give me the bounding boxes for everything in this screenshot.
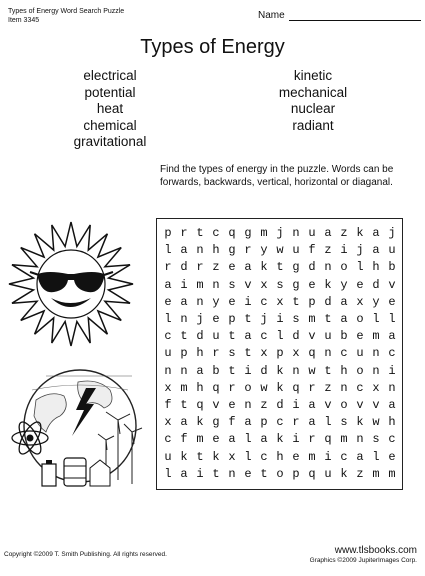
puzzle-row bbox=[157, 328, 402, 345]
puzzle-letter[interactable]: o bbox=[340, 398, 348, 412]
puzzle-letter[interactable]: k bbox=[212, 449, 220, 464]
puzzle-letter[interactable]: o bbox=[356, 363, 364, 378]
puzzle-letter[interactable]: x bbox=[356, 294, 364, 309]
puzzle-letter[interactable]: e bbox=[244, 466, 252, 481]
puzzle-letter[interactable]: t bbox=[276, 260, 284, 275]
puzzle-letter[interactable]: i bbox=[292, 398, 300, 412]
puzzle-row bbox=[157, 311, 402, 328]
puzzle-letter[interactable]: y bbox=[260, 243, 268, 258]
puzzle-letter[interactable]: a bbox=[180, 294, 188, 309]
puzzle-letter[interactable]: d bbox=[196, 329, 204, 344]
puzzle-row bbox=[157, 277, 402, 294]
instructions: Find the types of energy in the puzzle. Words can be forwards, backwards, vertical, horizontal or diaganal. bbox=[160, 164, 394, 188]
puzzle-letter[interactable]: a bbox=[372, 226, 380, 240]
puzzle-letter[interactable]: u bbox=[164, 346, 172, 361]
puzzle-letter[interactable]: s bbox=[372, 432, 380, 447]
puzzle-letter[interactable]: w bbox=[260, 380, 268, 395]
puzzle-letter[interactable]: n bbox=[244, 398, 252, 412]
puzzle-letter[interactable]: c bbox=[260, 329, 268, 344]
puzzle-letter[interactable]: o bbox=[356, 312, 364, 326]
puzzle-letter[interactable]: u bbox=[292, 243, 300, 258]
puzzle-letter[interactable]: g bbox=[212, 415, 220, 430]
puzzle-letter[interactable]: p bbox=[308, 294, 316, 309]
puzzle-letter[interactable]: c bbox=[388, 432, 396, 447]
puzzle-letter[interactable]: t bbox=[228, 363, 236, 378]
name-field[interactable] bbox=[258, 10, 421, 21]
puzzle-letter[interactable]: i bbox=[340, 243, 348, 258]
puzzle-letter[interactable]: m bbox=[308, 449, 316, 464]
puzzle-letter[interactable]: w bbox=[276, 243, 284, 258]
puzzle-letter[interactable]: e bbox=[356, 277, 364, 292]
puzzle-letter[interactable]: q bbox=[196, 398, 204, 412]
puzzle-letter[interactable]: t bbox=[244, 312, 252, 326]
puzzle-letter[interactable]: c bbox=[164, 432, 172, 447]
word-item: heat bbox=[96, 101, 124, 116]
puzzle-letter[interactable]: c bbox=[260, 449, 268, 464]
puzzle-letter[interactable]: a bbox=[388, 398, 396, 412]
puzzle-letter[interactable]: d bbox=[180, 260, 188, 275]
puzzle-letter[interactable]: a bbox=[180, 243, 188, 258]
puzzle-letter[interactable]: k bbox=[180, 449, 188, 464]
word-list-right bbox=[258, 68, 368, 134]
puzzle-letter[interactable]: h bbox=[372, 260, 380, 275]
puzzle-letter[interactable]: k bbox=[276, 380, 284, 395]
puzzle-letter[interactable]: e bbox=[228, 294, 236, 309]
puzzle-letter[interactable]: d bbox=[372, 277, 380, 292]
graphics-credit: Graphics ©2009 JupiterImages Corp. bbox=[309, 557, 417, 564]
puzzle-letter[interactable]: c bbox=[260, 294, 268, 309]
puzzle-letter[interactable]: l bbox=[164, 312, 172, 326]
puzzle-letter[interactable]: x bbox=[228, 449, 236, 464]
word-item: chemical bbox=[83, 117, 137, 133]
puzzle-letter[interactable]: a bbox=[244, 415, 252, 430]
puzzle-letter[interactable]: q bbox=[292, 380, 300, 395]
puzzle-letter[interactable]: r bbox=[212, 346, 220, 361]
puzzle-letter[interactable]: u bbox=[388, 243, 396, 258]
word-list-left bbox=[50, 68, 170, 151]
word-item: nuclear bbox=[290, 101, 336, 116]
puzzle-letter[interactable]: c bbox=[276, 415, 284, 430]
puzzle-letter[interactable]: x bbox=[276, 294, 284, 309]
puzzle-letter[interactable]: k bbox=[324, 277, 332, 292]
puzzle-letter[interactable]: z bbox=[212, 260, 220, 275]
puzzle-letter[interactable]: t bbox=[324, 363, 332, 378]
puzzle-letter[interactable]: r bbox=[196, 260, 204, 275]
puzzle-letter[interactable]: f bbox=[180, 432, 188, 447]
puzzle-letter[interactable]: c bbox=[164, 329, 172, 344]
word-item: radiant bbox=[292, 117, 334, 133]
puzzle-letter[interactable]: e bbox=[228, 260, 236, 275]
puzzle-letter[interactable]: m bbox=[180, 380, 188, 395]
puzzle-letter[interactable]: k bbox=[276, 432, 284, 447]
puzzle-letter[interactable]: k bbox=[260, 260, 268, 275]
puzzle-letter[interactable]: d bbox=[260, 363, 268, 378]
puzzle-letter[interactable]: m bbox=[388, 466, 396, 481]
puzzle-letter[interactable]: s bbox=[276, 277, 284, 292]
puzzle-letter[interactable]: m bbox=[196, 277, 204, 292]
puzzle-letter[interactable]: m bbox=[340, 432, 348, 447]
puzzle-letter[interactable]: o bbox=[276, 466, 284, 481]
puzzle-letter[interactable]: g bbox=[228, 243, 236, 258]
puzzle-letter[interactable]: e bbox=[308, 277, 316, 292]
puzzle-letter[interactable]: l bbox=[164, 243, 172, 258]
puzzle-letter[interactable]: e bbox=[212, 312, 220, 326]
puzzle-letter[interactable]: u bbox=[324, 329, 332, 344]
puzzle-letter[interactable]: n bbox=[340, 380, 348, 395]
puzzle-letter[interactable]: t bbox=[212, 466, 220, 481]
puzzle-letter[interactable]: v bbox=[308, 329, 316, 344]
puzzle-letter[interactable]: s bbox=[340, 415, 348, 430]
puzzle-letter[interactable]: p bbox=[260, 415, 268, 430]
puzzle-letter[interactable]: l bbox=[372, 449, 380, 464]
puzzle-letter[interactable]: x bbox=[372, 380, 380, 395]
puzzle-letter[interactable]: m bbox=[308, 312, 316, 326]
puzzle-letter[interactable]: c bbox=[212, 226, 220, 240]
puzzle-letter[interactable]: n bbox=[228, 466, 236, 481]
puzzle-letter[interactable]: m bbox=[372, 329, 380, 344]
puzzle-letter[interactable]: t bbox=[244, 346, 252, 361]
puzzle-letter[interactable]: h bbox=[196, 380, 204, 395]
puzzle-letter[interactable]: i bbox=[180, 277, 188, 292]
puzzle-letter[interactable]: h bbox=[276, 449, 284, 464]
puzzle-letter[interactable]: t bbox=[196, 449, 204, 464]
sun-with-sunglasses-icon bbox=[8, 212, 138, 352]
puzzle-letter[interactable]: o bbox=[244, 380, 252, 395]
puzzle-letter[interactable]: r bbox=[244, 243, 252, 258]
puzzle-letter[interactable]: c bbox=[340, 449, 348, 464]
puzzle-letter[interactable]: q bbox=[324, 432, 332, 447]
puzzle-letter[interactable]: i bbox=[324, 449, 332, 464]
puzzle-letter[interactable]: x bbox=[164, 380, 172, 395]
puzzle-letter[interactable]: a bbox=[180, 466, 188, 481]
puzzle-letter[interactable]: e bbox=[164, 294, 172, 309]
puzzle-letter[interactable]: d bbox=[324, 294, 332, 309]
puzzle-letter[interactable]: a bbox=[228, 432, 236, 447]
puzzle-letter[interactable]: q bbox=[228, 226, 236, 240]
puzzle-letter[interactable]: j bbox=[356, 243, 364, 258]
puzzle-row bbox=[157, 225, 402, 242]
puzzle-letter[interactable]: r bbox=[308, 380, 316, 395]
puzzle-letter[interactable]: i bbox=[276, 312, 284, 326]
puzzle-letter[interactable]: t bbox=[292, 294, 300, 309]
puzzle-letter[interactable]: g bbox=[244, 226, 252, 240]
puzzle-letter[interactable]: v bbox=[324, 398, 332, 412]
puzzle-letter[interactable]: r bbox=[292, 415, 300, 430]
puzzle-letter[interactable]: u bbox=[212, 329, 220, 344]
puzzle-letter[interactable]: a bbox=[196, 363, 204, 378]
puzzle-row bbox=[157, 466, 402, 483]
puzzle-letter[interactable]: c bbox=[340, 346, 348, 361]
puzzle-letter[interactable]: l bbox=[244, 449, 252, 464]
puzzle-letter[interactable]: i bbox=[292, 432, 300, 447]
puzzle-letter[interactable]: n bbox=[324, 260, 332, 275]
puzzle-letter[interactable]: n bbox=[388, 380, 396, 395]
puzzle-letter[interactable]: n bbox=[196, 294, 204, 309]
puzzle-row bbox=[157, 363, 402, 380]
puzzle-letter[interactable]: s bbox=[228, 277, 236, 292]
name-line[interactable] bbox=[289, 10, 421, 21]
puzzle-letter[interactable]: a bbox=[244, 260, 252, 275]
puzzle-letter[interactable]: v bbox=[388, 277, 396, 292]
puzzle-letter[interactable]: x bbox=[260, 277, 268, 292]
puzzle-letter[interactable]: k bbox=[340, 466, 348, 481]
puzzle-letter[interactable]: c bbox=[356, 380, 364, 395]
puzzle-letter[interactable]: v bbox=[244, 277, 252, 292]
header-left bbox=[8, 7, 124, 25]
puzzle-letter[interactable]: e bbox=[388, 294, 396, 309]
puzzle-letter[interactable]: d bbox=[308, 260, 316, 275]
puzzle-letter[interactable]: s bbox=[228, 346, 236, 361]
puzzle-letter[interactable]: k bbox=[276, 363, 284, 378]
puzzle-letter[interactable]: x bbox=[164, 415, 172, 430]
puzzle-row bbox=[157, 242, 402, 259]
puzzle-letter[interactable]: b bbox=[340, 329, 348, 344]
puzzle-letter[interactable]: m bbox=[372, 466, 380, 481]
puzzle-letter[interactable]: z bbox=[260, 398, 268, 412]
puzzle-letter[interactable]: p bbox=[276, 346, 284, 361]
puzzle-letter[interactable]: c bbox=[388, 346, 396, 361]
puzzle-letter[interactable]: t bbox=[180, 398, 188, 412]
puzzle-letter[interactable]: w bbox=[308, 363, 316, 378]
puzzle-letter[interactable]: h bbox=[388, 415, 396, 430]
puzzle-title-small: Types of Energy Word Search Puzzle bbox=[8, 8, 125, 15]
puzzle-letter[interactable]: e bbox=[356, 329, 364, 344]
puzzle-letter[interactable]: t bbox=[260, 466, 268, 481]
puzzle-letter[interactable]: a bbox=[260, 432, 268, 447]
puzzle-letter[interactable]: n bbox=[180, 363, 188, 378]
puzzle-letter[interactable]: r bbox=[180, 226, 188, 240]
puzzle-letter[interactable]: s bbox=[292, 312, 300, 326]
puzzle-letter[interactable]: r bbox=[308, 432, 316, 447]
puzzle-letter[interactable]: v bbox=[372, 398, 380, 412]
puzzle-row bbox=[157, 345, 402, 362]
puzzle-letter[interactable]: a bbox=[324, 226, 332, 240]
puzzle-letter[interactable]: a bbox=[164, 277, 172, 292]
puzzle-row bbox=[157, 449, 402, 466]
puzzle-letter[interactable]: p bbox=[228, 312, 236, 326]
puzzle-letter[interactable]: l bbox=[324, 415, 332, 430]
puzzle-letter[interactable]: l bbox=[388, 312, 396, 326]
puzzle-letter[interactable]: w bbox=[372, 415, 380, 430]
puzzle-row bbox=[157, 259, 402, 276]
puzzle-letter[interactable]: p bbox=[164, 226, 172, 240]
puzzle-letter[interactable]: h bbox=[212, 243, 220, 258]
puzzle-letter[interactable]: n bbox=[372, 346, 380, 361]
puzzle-letter[interactable]: j bbox=[196, 312, 204, 326]
page-title: Types of Energy bbox=[140, 36, 285, 58]
puzzle-letter[interactable]: j bbox=[260, 312, 268, 326]
puzzle-letter[interactable]: z bbox=[356, 466, 364, 481]
puzzle-row bbox=[157, 380, 402, 397]
puzzle-letter[interactable]: i bbox=[196, 466, 204, 481]
puzzle-letter[interactable]: u bbox=[164, 449, 172, 464]
puzzle-letter[interactable]: q bbox=[308, 346, 316, 361]
puzzle-letter[interactable]: l bbox=[356, 260, 364, 275]
puzzle-letter[interactable]: n bbox=[356, 432, 364, 447]
puzzle-letter[interactable]: m bbox=[260, 226, 268, 240]
puzzle-letter[interactable]: i bbox=[244, 363, 252, 378]
puzzle-letter[interactable]: a bbox=[372, 243, 380, 258]
puzzle-letter[interactable]: u bbox=[356, 346, 364, 361]
puzzle-letter[interactable]: a bbox=[308, 398, 316, 412]
puzzle-letter[interactable]: u bbox=[308, 226, 316, 240]
puzzle-letter[interactable]: n bbox=[196, 243, 204, 258]
puzzle-letter[interactable]: g bbox=[292, 260, 300, 275]
puzzle-letter[interactable]: i bbox=[244, 294, 252, 309]
puzzle-letter[interactable]: t bbox=[180, 329, 188, 344]
puzzle-letter[interactable]: e bbox=[388, 449, 396, 464]
word-item: gravitational bbox=[73, 134, 147, 149]
puzzle-letter[interactable]: j bbox=[276, 226, 284, 240]
word-item: mechanical bbox=[278, 84, 348, 100]
word-search-grid bbox=[156, 218, 403, 490]
puzzle-letter[interactable]: o bbox=[340, 260, 348, 275]
puzzle-letter[interactable]: t bbox=[196, 226, 204, 240]
puzzle-letter[interactable]: e bbox=[228, 398, 236, 412]
puzzle-letter[interactable]: e bbox=[212, 432, 220, 447]
puzzle-row bbox=[157, 431, 402, 448]
puzzle-letter[interactable]: z bbox=[340, 226, 348, 240]
puzzle-letter[interactable]: k bbox=[196, 415, 204, 430]
puzzle-letter[interactable]: a bbox=[388, 329, 396, 344]
puzzle-letter[interactable]: r bbox=[228, 380, 236, 395]
puzzle-letter[interactable]: z bbox=[324, 380, 332, 395]
puzzle-letter[interactable]: v bbox=[356, 398, 364, 412]
puzzle-letter[interactable]: u bbox=[324, 466, 332, 481]
puzzle-letter[interactable]: x bbox=[260, 346, 268, 361]
puzzle-letter[interactable]: a bbox=[340, 312, 348, 326]
puzzle-letter[interactable]: d bbox=[292, 329, 300, 344]
puzzle-letter[interactable]: k bbox=[356, 415, 364, 430]
puzzle-letter[interactable]: n bbox=[292, 363, 300, 378]
puzzle-letter[interactable]: n bbox=[372, 363, 380, 378]
puzzle-letter[interactable]: f bbox=[164, 398, 172, 412]
puzzle-letter[interactable]: d bbox=[276, 398, 284, 412]
puzzle-letter[interactable]: a bbox=[180, 415, 188, 430]
word-item: electrical bbox=[83, 68, 137, 83]
website-link[interactable]: www.tlsbooks.com bbox=[334, 545, 417, 556]
puzzle-letter[interactable]: n bbox=[212, 277, 220, 292]
copyright-notice: Copyright ©2009 T. Smith Publishing. All rights reserved. bbox=[4, 551, 167, 558]
puzzle-letter[interactable]: b bbox=[212, 363, 220, 378]
puzzle-letter[interactable]: k bbox=[356, 226, 364, 240]
puzzle-letter[interactable]: h bbox=[340, 363, 348, 378]
puzzle-letter[interactable]: f bbox=[228, 415, 236, 430]
puzzle-letter[interactable]: a bbox=[356, 449, 364, 464]
puzzle-letter[interactable]: j bbox=[388, 226, 396, 240]
puzzle-letter[interactable]: i bbox=[388, 363, 396, 378]
word-item: potential bbox=[84, 84, 136, 100]
puzzle-letter[interactable]: m bbox=[196, 432, 204, 447]
puzzle-letter[interactable]: r bbox=[164, 260, 172, 275]
puzzle-letter[interactable]: y bbox=[212, 294, 220, 309]
puzzle-letter[interactable]: a bbox=[340, 294, 348, 309]
puzzle-letter[interactable]: g bbox=[292, 277, 300, 292]
puzzle-letter[interactable]: a bbox=[244, 329, 252, 344]
puzzle-letter[interactable]: q bbox=[308, 466, 316, 481]
word-item: kinetic bbox=[293, 68, 333, 83]
puzzle-letter[interactable]: x bbox=[292, 346, 300, 361]
puzzle-letter[interactable]: e bbox=[292, 449, 300, 464]
puzzle-letter[interactable]: p bbox=[292, 466, 300, 481]
puzzle-letter[interactable]: n bbox=[180, 312, 188, 326]
puzzle-letter[interactable]: b bbox=[388, 260, 396, 275]
puzzle-letter[interactable]: f bbox=[308, 243, 316, 258]
puzzle-letter[interactable]: t bbox=[228, 329, 236, 344]
puzzle-letter[interactable]: n bbox=[324, 346, 332, 361]
item-number: Item 3345 bbox=[8, 17, 40, 24]
puzzle-letter[interactable]: l bbox=[244, 432, 252, 447]
globe-energy-icon bbox=[6, 360, 154, 495]
puzzle-letter[interactable]: t bbox=[324, 312, 332, 326]
puzzle-letter[interactable]: n bbox=[292, 226, 300, 240]
puzzle-row bbox=[157, 397, 402, 414]
puzzle-letter[interactable]: n bbox=[164, 363, 172, 378]
puzzle-letter[interactable]: l bbox=[276, 329, 284, 344]
puzzle-letter[interactable]: a bbox=[308, 415, 316, 430]
puzzle-letter[interactable]: y bbox=[340, 277, 348, 292]
puzzle-letter[interactable]: h bbox=[196, 346, 204, 361]
puzzle-letter[interactable]: v bbox=[212, 398, 220, 412]
puzzle-letter[interactable]: z bbox=[324, 243, 332, 258]
puzzle-letter[interactable]: y bbox=[372, 294, 380, 309]
puzzle-row bbox=[157, 294, 402, 311]
puzzle-letter[interactable]: p bbox=[180, 346, 188, 361]
name-label: Name bbox=[258, 10, 285, 21]
puzzle-letter[interactable]: l bbox=[372, 312, 380, 326]
puzzle-letter[interactable]: q bbox=[212, 380, 220, 395]
puzzle-row bbox=[157, 414, 402, 431]
puzzle-letter[interactable]: l bbox=[164, 466, 172, 481]
